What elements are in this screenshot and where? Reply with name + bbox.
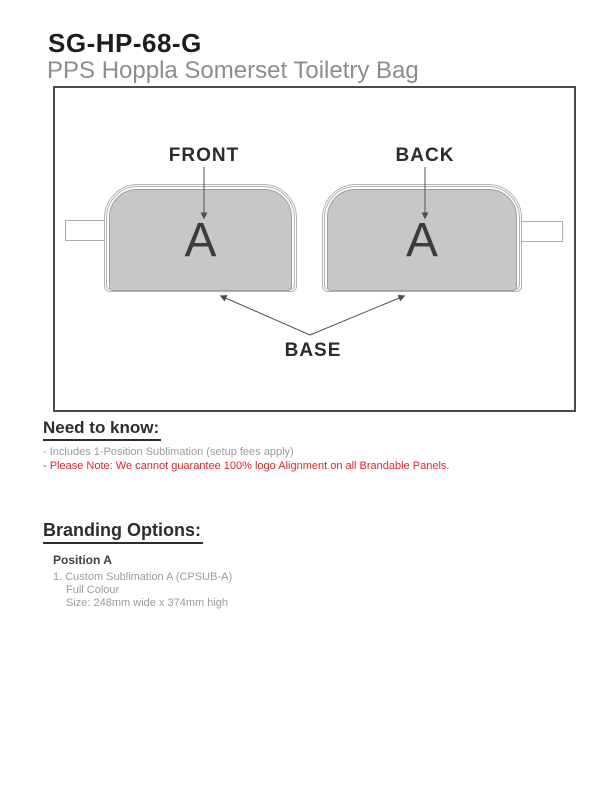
position-letter-front: A: [184, 214, 217, 267]
branding-panel-back: [327, 189, 517, 291]
branding-panel-front: [109, 189, 292, 291]
base-arrow-left: [221, 296, 310, 335]
product-diagram: [53, 86, 576, 412]
base-label: BASE: [284, 340, 342, 361]
position-letter-back: A: [405, 214, 438, 267]
branding-options-section: [43, 520, 232, 610]
bag-back-view: [322, 184, 522, 292]
position-title: Position A: [53, 553, 112, 567]
back-view-label: BACK: [395, 145, 455, 166]
front-view-label: FRONT: [168, 145, 240, 166]
need-to-know-heading: Need to know:: [43, 418, 161, 441]
branding-colour: Full Colour: [66, 584, 120, 596]
bag-front-view: [104, 184, 297, 292]
branding-method: 1. Custom Sublimation A (CPSUB-A): [53, 571, 233, 583]
note-sublimation-included: - Includes 1-Position Sublimation (setup fees apply): [43, 446, 294, 458]
product-name: PPS Hoppla Somerset Toiletry Bag: [47, 57, 419, 84]
need-to-know-section: [43, 418, 449, 473]
branding-position-a: [53, 553, 232, 610]
base-arrow-right: [310, 296, 404, 335]
note-alignment-warning: - Please Note: We cannot guarantee 100% logo Alignment on all Brandable Panels.: [43, 459, 450, 472]
branding-options-heading: Branding Options:: [43, 520, 203, 544]
branding-size: Size: 248mm wide x 374mm high: [66, 597, 229, 609]
product-code: SG-HP-68-G: [48, 28, 202, 58]
